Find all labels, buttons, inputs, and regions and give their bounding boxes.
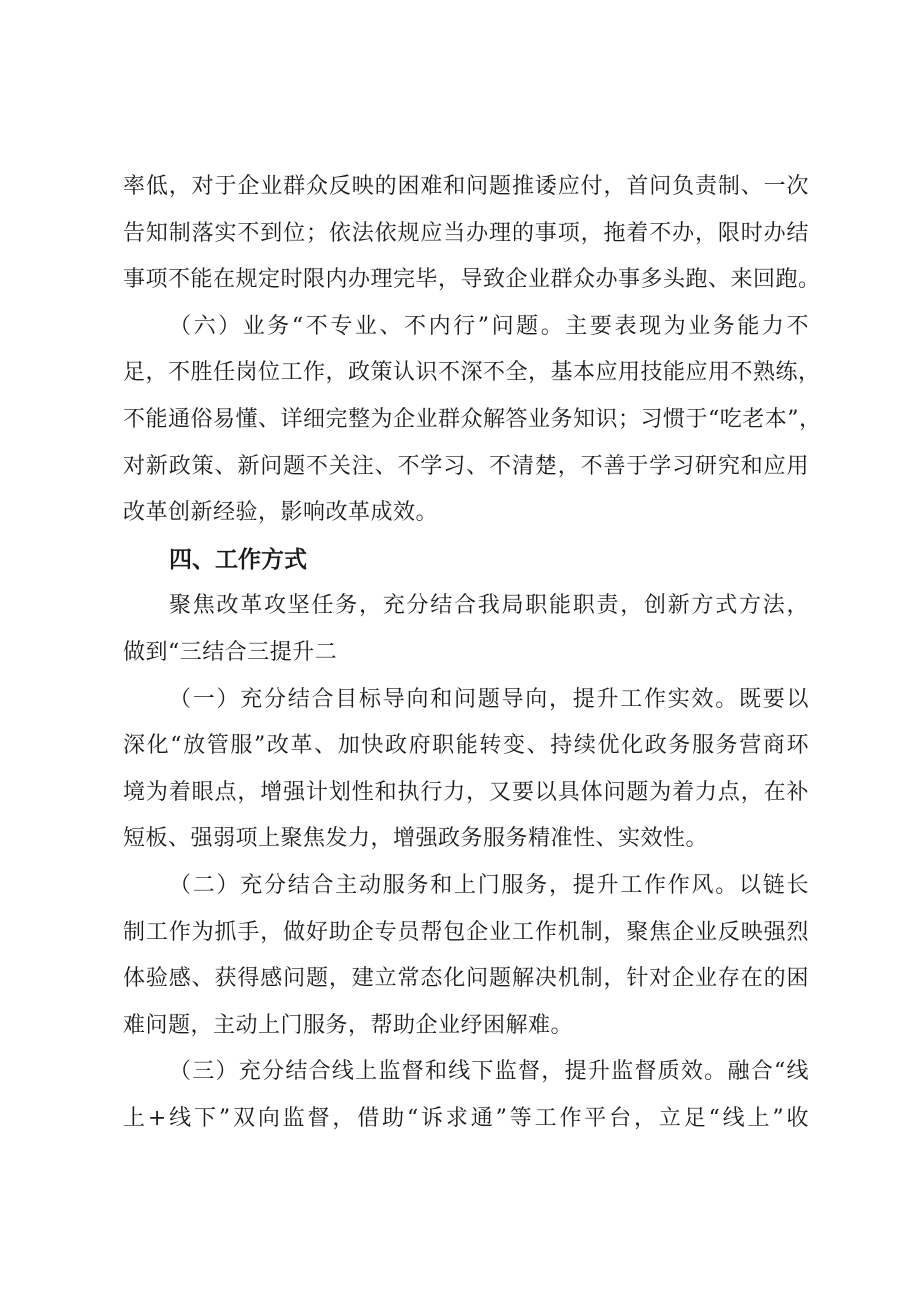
text-line: （三）充分结合线上监督和线下监督，提升监督质效。融合“线: [169, 1059, 809, 1085]
text-line: （一）充分结合目标导向和问题导向，提升工作实效。既要以: [169, 686, 809, 712]
text-line: 难问题，主动上门服务，帮助企业纾困解难。: [123, 1012, 574, 1038]
text-line: 深化“放管服”改革、加快政府职能转变、持续优化政务服务营商环: [123, 733, 809, 759]
document-page: [123, 164, 822, 1142]
paragraph-item-six: [123, 304, 822, 537]
text-line: 对新政策、新问题不关注、不学习、不清楚，不善于学习研究和应用: [123, 453, 809, 479]
text-line: 不能通俗易懂、详细完整为企业群众解答业务知识；习惯于“吃老本”，: [123, 406, 822, 432]
text-line: 率低，对于企业群众反映的困难和问题推诿应付，首问负责制、一次: [123, 174, 809, 199]
text-line: 改革创新经验，影响改革成效。: [123, 500, 439, 526]
paragraph-continued: [123, 164, 821, 304]
text-line: 事项不能在规定时限内办理完毕，导致企业群众办事多头跑、来回跑。: [123, 267, 821, 293]
paragraph-intro: [123, 583, 809, 676]
text-line: （六）业务“不专业、不内行”问题。主要表现为业务能力不: [169, 313, 809, 339]
text-line: 做到“三结合三提升二: [123, 639, 338, 665]
text-line: 聚焦改革攻坚任务，充分结合我局职能职责，创新方式方法，: [169, 593, 809, 619]
text-line: 制工作为抓手，做好助企专员帮包企业工作机制，聚焦企业反映强烈: [123, 919, 809, 945]
paragraph-item-two: [123, 863, 809, 1049]
text-line: （二）充分结合主动服务和上门服务，提升工作作风。以链长: [169, 872, 809, 898]
text-line: 告知制落实不到位；依法依规应当办理的事项，拖着不办，限时办结: [123, 220, 809, 246]
paragraph-item-one: [123, 677, 809, 863]
text-line: 体验感、获得感问题，建立常态化问题解决机制，针对企业存在的困: [123, 966, 809, 992]
section-heading: 四、工作方式: [169, 546, 307, 573]
text-line: 短板、强弱项上聚焦发力，增强政务服务精准性、实效性。: [123, 826, 709, 852]
paragraph-item-three: [123, 1049, 809, 1142]
text-line: 足，不胜任岗位工作，政策认识不深不全，基本应用技能应用不熟练，: [123, 360, 821, 386]
text-line: 境为着眼点，增强计划性和执行力，又要以具体问题为着力点，在补: [123, 779, 809, 805]
text-line: 上+线下”双向监督，借助“诉求通”等工作平台，立足“线上”收: [123, 1105, 809, 1131]
